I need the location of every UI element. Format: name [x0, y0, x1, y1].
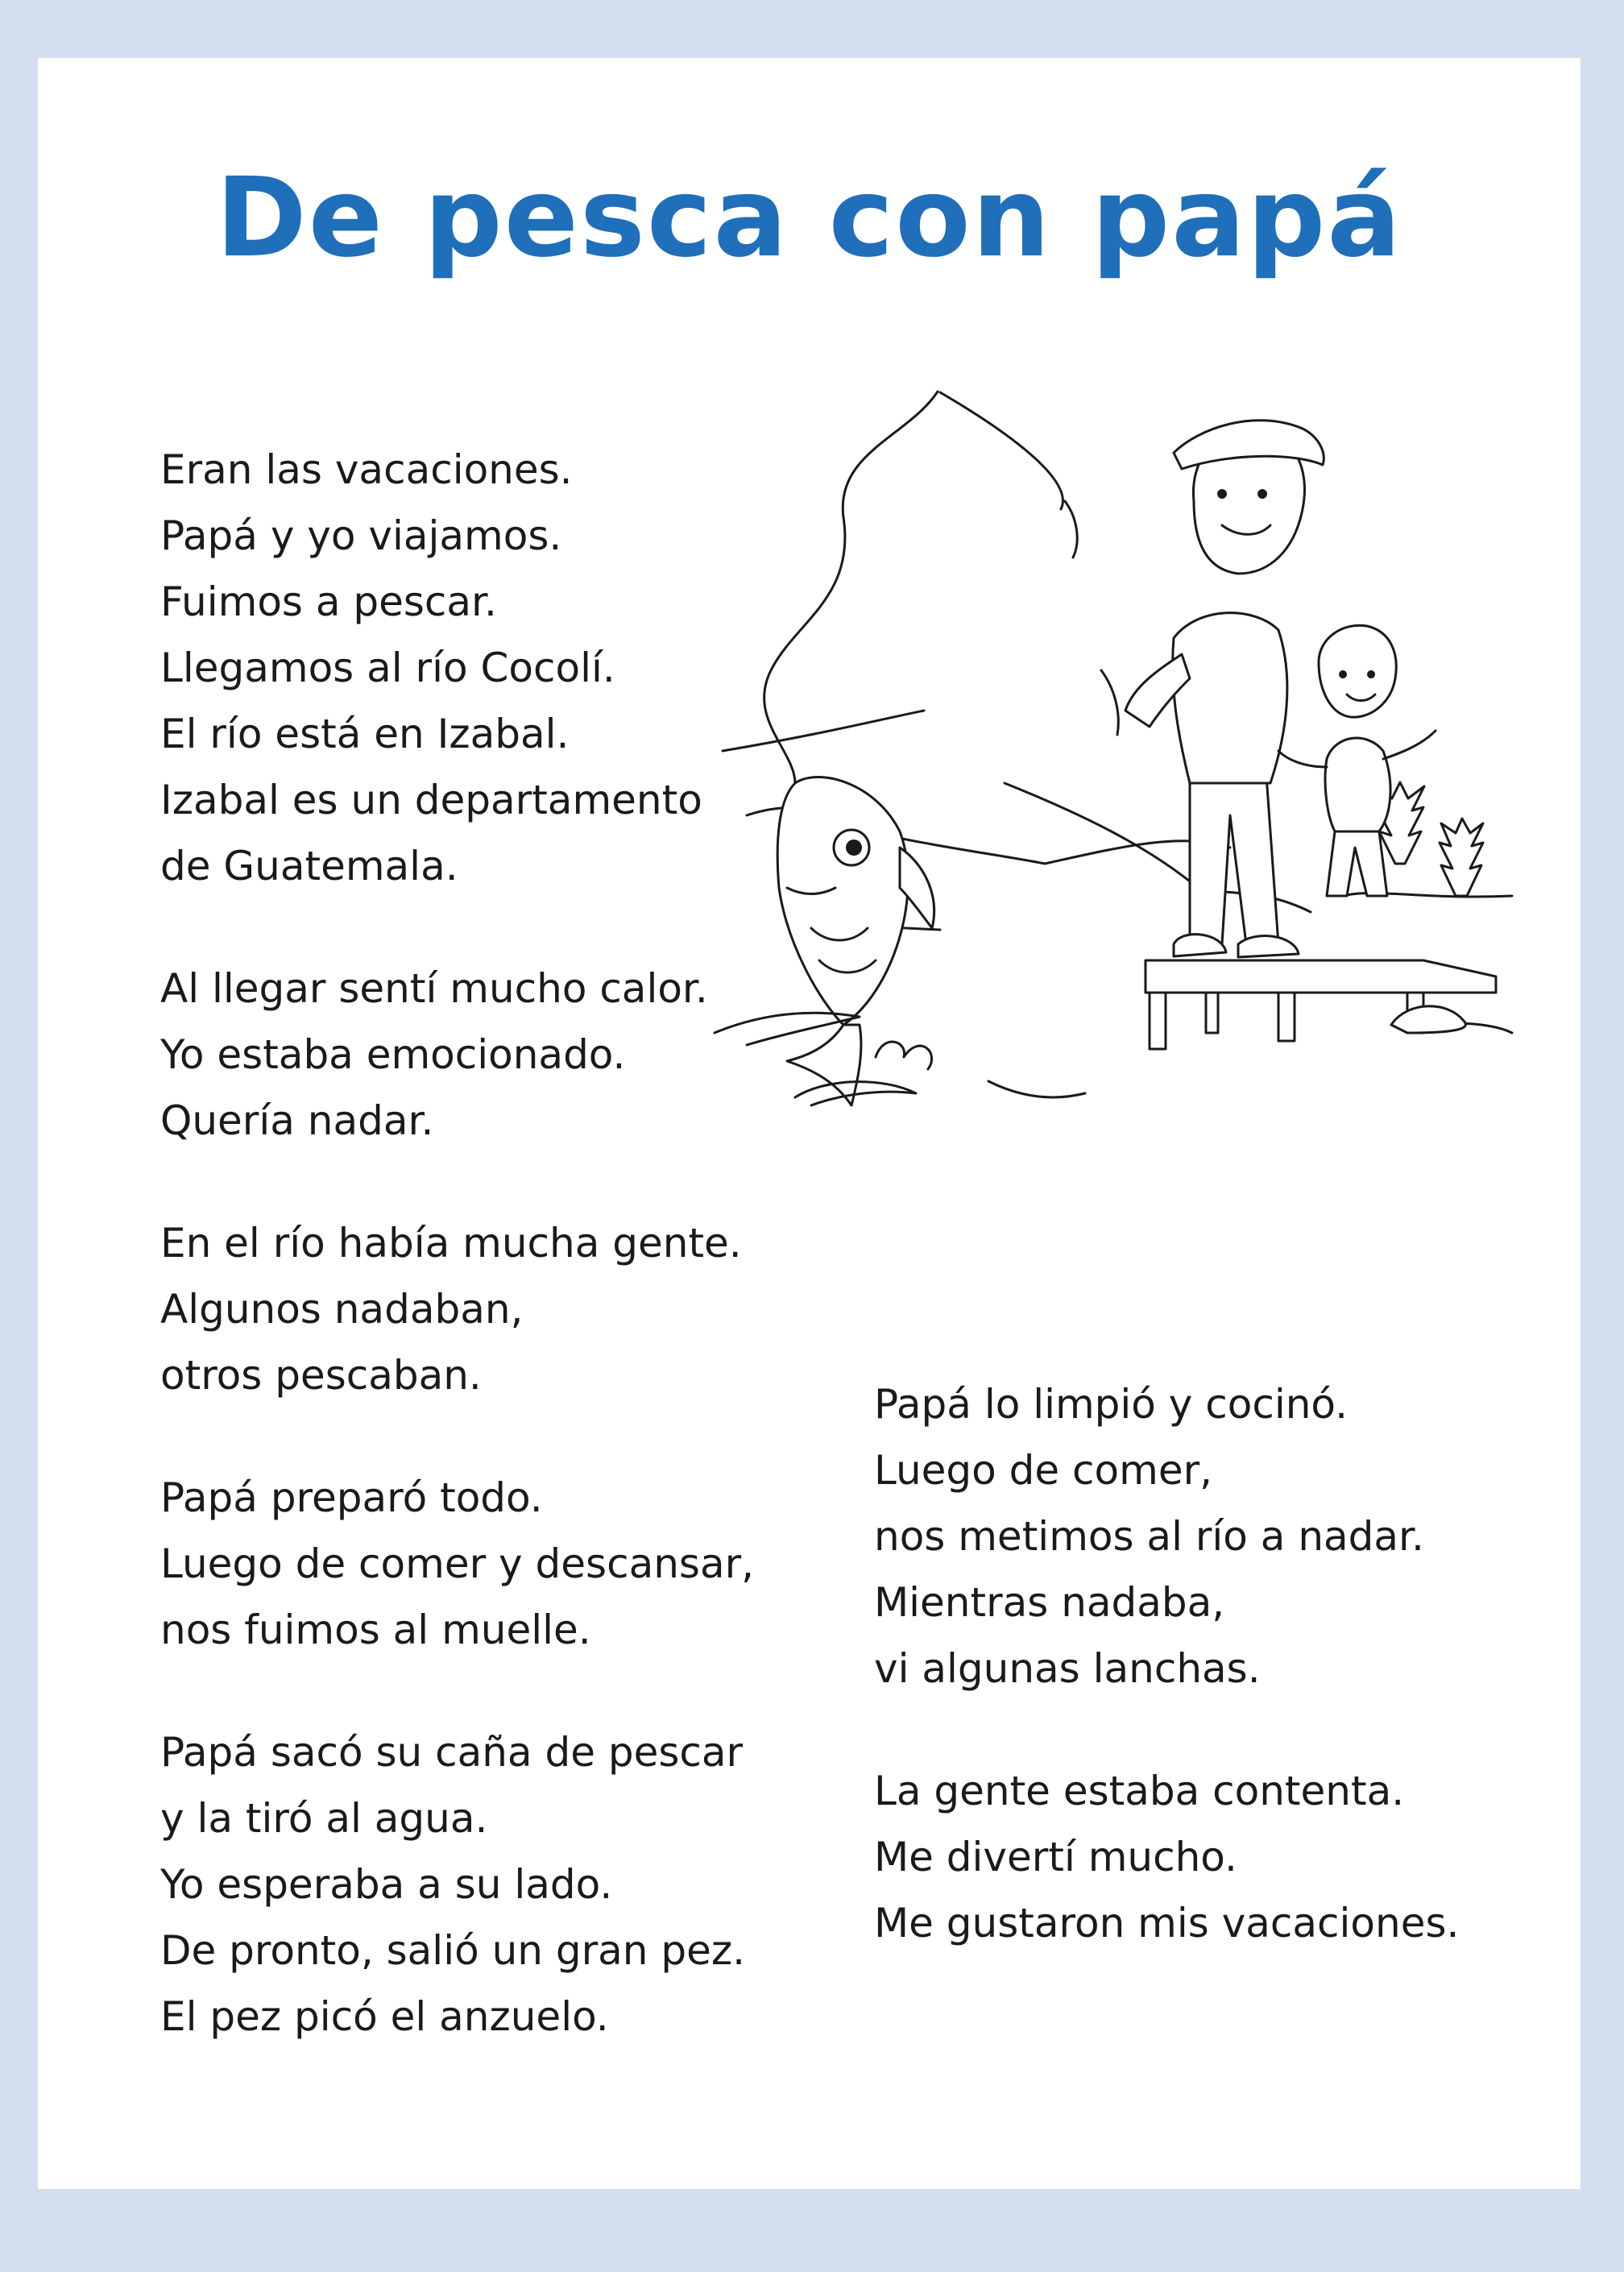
- story-line: Llegamos al río Cocolí.: [160, 645, 615, 691]
- story-line: Mientras nadaba,: [874, 1579, 1225, 1626]
- father-legs: [1190, 775, 1278, 944]
- left-stanza: [160, 1719, 869, 2050]
- fish-tail: [787, 1025, 861, 1105]
- hill-line-2: [868, 831, 1230, 864]
- story-line: El pez picó el anzuelo.: [160, 1993, 609, 2040]
- story-line: nos fuimos al muelle.: [160, 1607, 591, 1653]
- father-hands: [1065, 501, 1118, 735]
- story-line: Yo estaba emocionado.: [160, 1031, 626, 1078]
- story-line: Papá y yo viajamos.: [160, 512, 562, 559]
- dock-platform: [1146, 960, 1496, 993]
- water-ripple-3: [988, 1081, 1085, 1097]
- fishing-scene-drawing: [698, 332, 1520, 1291]
- story-line: Eran las vacaciones.: [160, 446, 573, 493]
- page: [38, 58, 1580, 2189]
- story-line: Me divertí mucho.: [874, 1834, 1237, 1880]
- story-line: Fuimos a pescar.: [160, 578, 497, 625]
- tree-2: [1440, 819, 1483, 896]
- story-line: Luego de comer,: [874, 1447, 1213, 1494]
- fishing-rod: [940, 392, 1063, 509]
- page-title: De pesca con papá: [215, 155, 1403, 282]
- story-line: De pronto, salió un gran pez.: [160, 1927, 746, 1974]
- story-line: Luego de comer y descansar,: [160, 1540, 755, 1587]
- story-line: de Guatemala.: [160, 843, 458, 889]
- fish-body: [777, 777, 908, 1026]
- story-line: Me gustaron mis vacaciones.: [874, 1900, 1460, 1947]
- story-line: Yo esperaba a su lado.: [160, 1861, 613, 1908]
- story-line: Papá sacó su caña de pescar: [160, 1729, 744, 1776]
- story-line: Izabal es un departamento: [160, 777, 702, 823]
- child-torso: [1325, 738, 1390, 831]
- story-line: nos metimos al río a nadar.: [874, 1513, 1424, 1560]
- fishing-line: [764, 392, 938, 783]
- story-line: Papá lo limpió y cocinó.: [874, 1381, 1348, 1428]
- splash: [876, 1042, 932, 1069]
- story-line: otros pescaban.: [160, 1352, 482, 1399]
- left-stanza: [160, 1465, 869, 1663]
- hill-line: [723, 711, 924, 751]
- fishing-illustration: [698, 332, 1520, 1291]
- fish-pupil: [846, 840, 862, 856]
- story-line: Papá preparó todo.: [160, 1474, 543, 1521]
- story-line: Algunos nadaban,: [160, 1286, 524, 1333]
- story-line: vi algunas lanchas.: [874, 1645, 1261, 1692]
- story-line: y la tiró al agua.: [160, 1795, 488, 1842]
- right-stanza: [874, 1371, 1535, 1702]
- father-torso: [1173, 613, 1287, 783]
- story-line: Quería nadar.: [160, 1097, 434, 1144]
- dock-posts: [1150, 993, 1423, 1049]
- child-legs: [1327, 831, 1387, 896]
- story-line: En el río había mucha gente.: [160, 1220, 742, 1267]
- right-stanza: [874, 1758, 1535, 1956]
- rock: [1391, 1006, 1465, 1033]
- father-shoes: [1174, 935, 1299, 957]
- story-line: La gente estaba contenta.: [874, 1768, 1405, 1814]
- story-line: El río está en Izabal.: [160, 711, 570, 757]
- story-line: Al llegar sentí mucho calor.: [160, 965, 708, 1012]
- story-right-column: [874, 1371, 1535, 2013]
- child-head: [1319, 625, 1396, 717]
